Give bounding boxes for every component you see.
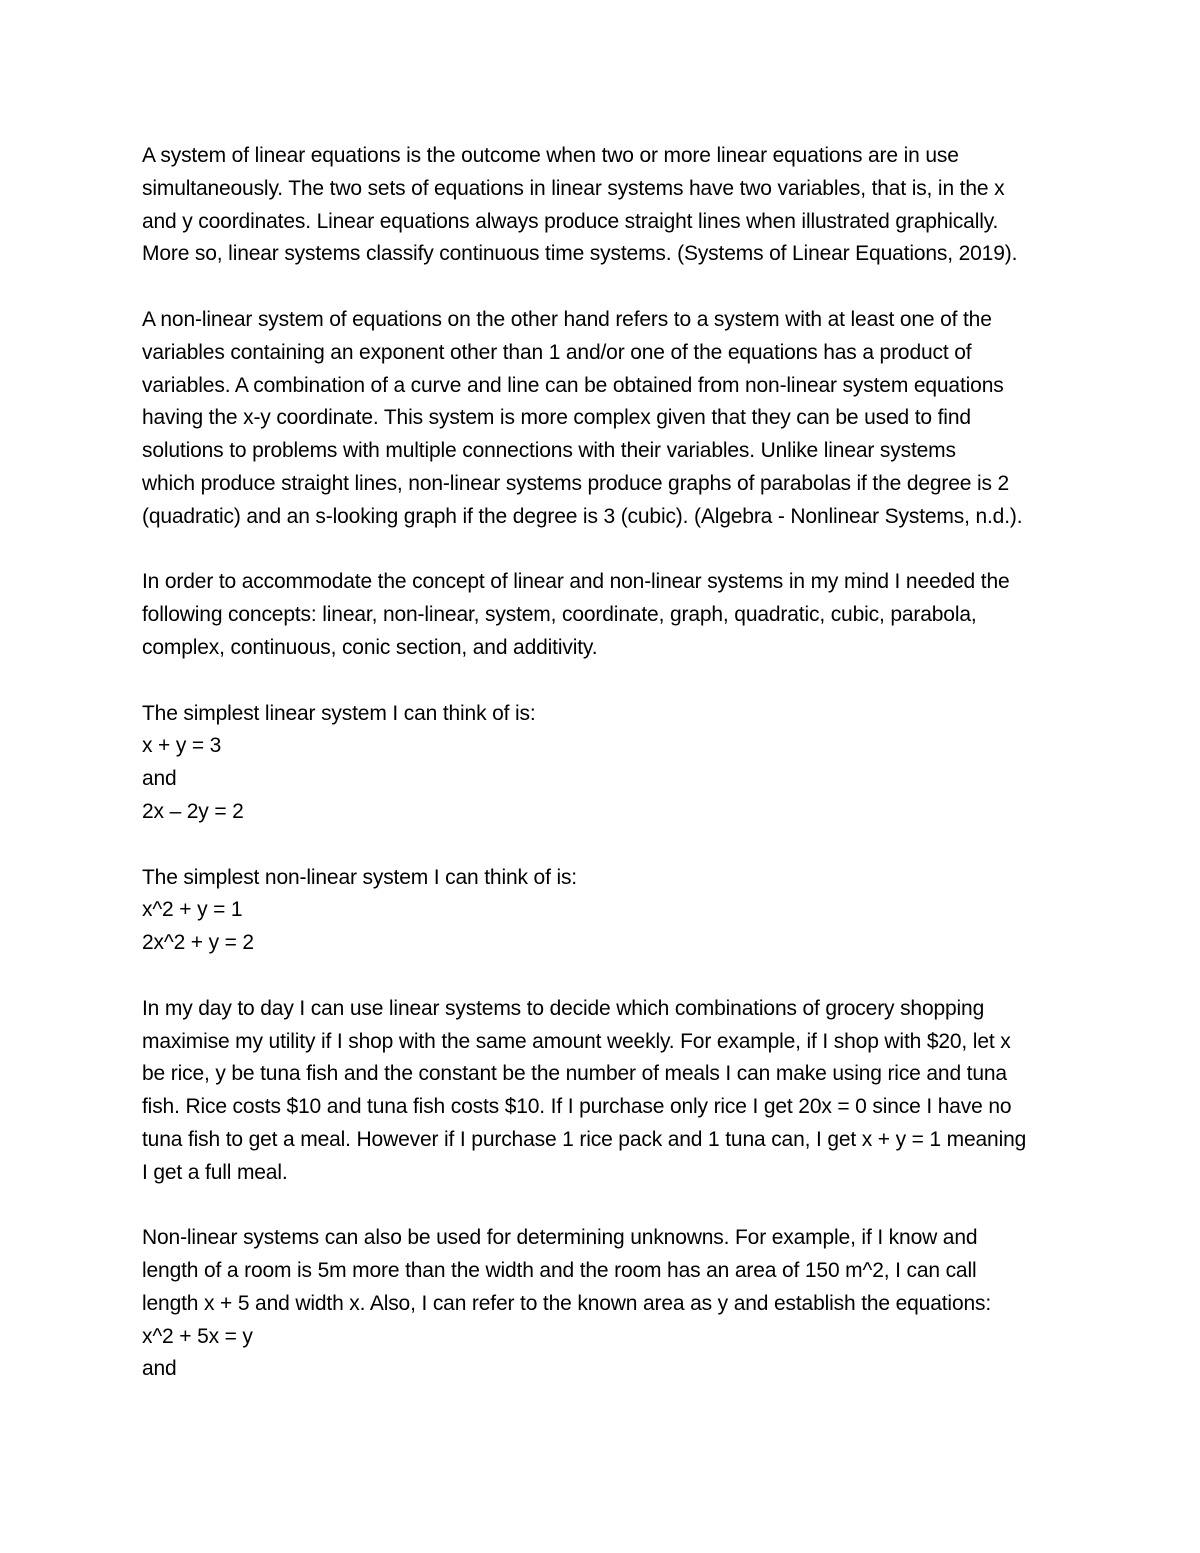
text-line: and y coordinates. Linear equations always produce straight lines when illustrated graphically. [142, 209, 999, 233]
text-line: maximise my utility if I shop with the same amount weekly. For example, if I shop with $20, let x [142, 1029, 1011, 1053]
text-line: length of a room is 5m more than the width and the room has an area of 150 m^2, I can call [142, 1259, 977, 1283]
equation-line: 2x^2 + y = 2 [142, 931, 254, 955]
text-line: which produce straight lines, non-linear systems produce graphs of parabolas if the degree is 2 [142, 471, 1010, 495]
text-line: The simplest linear system I can think of is: [142, 701, 536, 725]
text-line: complex, continuous, conic section, and additivity. [142, 635, 598, 659]
text-line: A non-linear system of equations on the other hand refers to a system with at least one of the [142, 307, 992, 331]
paragraph-simplest-nonlinear-system [142, 862, 1062, 960]
paragraph-simplest-linear-system [142, 698, 1062, 829]
text-line: having the x-y coordinate. This system is more complex given that they can be used to find [142, 406, 971, 430]
paragraph-grocery-example [142, 993, 1062, 1190]
paragraph-concepts [142, 566, 1062, 664]
text-line: tuna fish to get a meal. However if I purchase 1 rice pack and 1 tuna can, I get x + y = 1 meaning [142, 1127, 1027, 1151]
text-line: The simplest non-linear system I can think of is: [142, 865, 577, 889]
text-line: Non-linear systems can also be used for determining unknowns. For example, if I know and [142, 1226, 978, 1250]
equation-line: x^2 + y = 1 [142, 898, 243, 922]
text-line: More so, linear systems classify continuous time systems. (Systems of Linear Equations, 2019). [142, 242, 1018, 266]
document-body [142, 140, 1062, 1419]
text-line: simultaneously. The two sets of equations in linear systems have two variables, that is, in the x [142, 176, 1005, 200]
paragraph-linear-systems-definition [142, 140, 1062, 271]
paragraph-nonlinear-systems-definition [142, 304, 1062, 534]
text-line: length x + 5 and width x. Also, I can refer to the known area as y and establish the equations: [142, 1291, 992, 1315]
equation-line: x + y = 3 [142, 734, 222, 758]
text-line: be rice, y be tuna fish and the constant be the number of meals I can make using rice and tuna [142, 1062, 1007, 1086]
text-line: variables. A combination of a curve and line can be obtained from non-linear system equations [142, 373, 1004, 397]
text-line: A system of linear equations is the outcome when two or more linear equations are in use [142, 144, 959, 167]
text-line: (quadratic) and an s-looking graph if the degree is 3 (cubic). (Algebra - Nonlinear Systems, n.d.). [142, 504, 1023, 528]
text-line: I get a full meal. [142, 1160, 288, 1184]
text-line: solutions to problems with multiple connections with their variables. Unlike linear systems [142, 439, 956, 463]
text-line: and [142, 767, 177, 791]
equation-line: 2x – 2y = 2 [142, 799, 244, 823]
paragraph-room-area-example [142, 1222, 1062, 1386]
equation-line: x^2 + 5x = y [142, 1324, 253, 1348]
text-line: and [142, 1357, 177, 1381]
text-line: In my day to day I can use linear systems to decide which combinations of grocery shopping [142, 996, 985, 1020]
text-line: In order to accommodate the concept of linear and non-linear systems in my mind I needed the [142, 570, 1010, 594]
text-line: variables containing an exponent other than 1 and/or one of the equations has a product of [142, 340, 972, 364]
text-line: fish. Rice costs $10 and tuna fish costs $10. If I purchase only rice I get 20x = 0 since I have no [142, 1095, 1012, 1119]
text-line: following concepts: linear, non-linear, system, coordinate, graph, quadratic, cubic, parabola, [142, 603, 977, 627]
